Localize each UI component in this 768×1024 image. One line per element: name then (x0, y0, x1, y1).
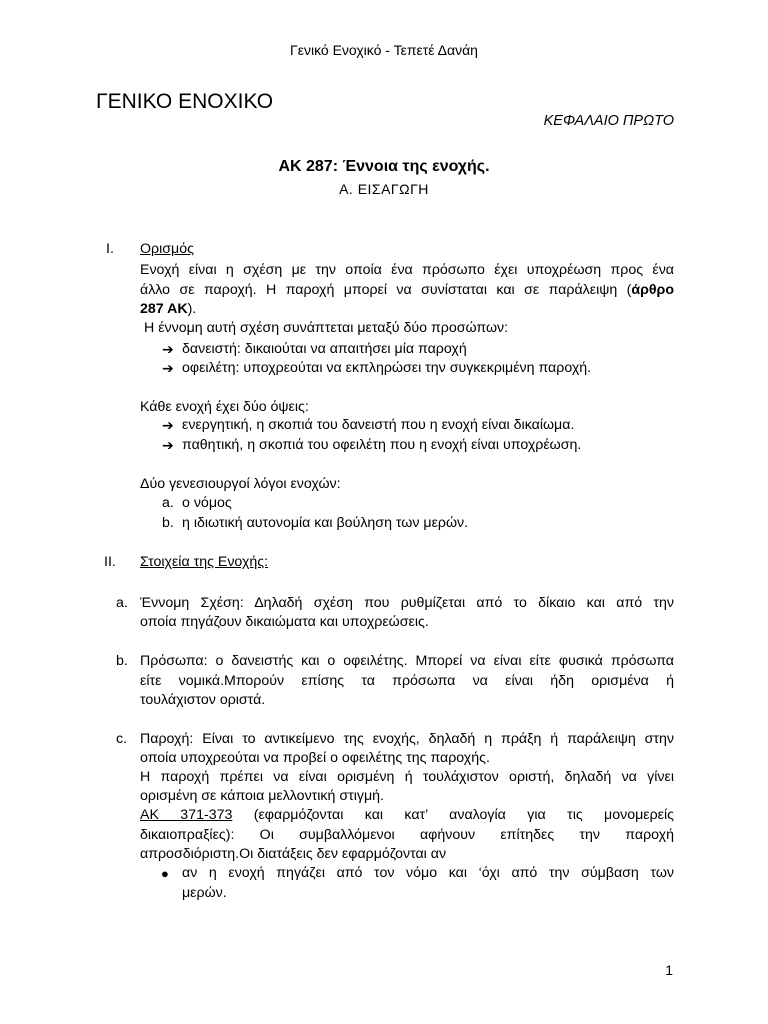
article-range-reference: ΑΚ 371-373 (140, 807, 233, 823)
chapter-label: ΚΕΦΑΛΑΙΟ ΠΡΩΤΟ (543, 113, 674, 129)
running-header: Γενικό Ενοχικό - Τεπετέ Δανάη (290, 42, 478, 58)
aspects-intro: Κάθε ενοχή έχει δύο όψεις: (140, 399, 309, 415)
page-number: 1 (665, 962, 673, 978)
definition-text: άλλο σε παροχή. Η παροχή μπορεί να συνίσταται και σε παράλειψη ( (140, 282, 632, 298)
article-reference: άρθρο (631, 282, 674, 298)
source-item: η ιδιωτική αυτονομία και βούληση των μερών. (182, 515, 469, 531)
relation-intro: Η έννομη αυτή σχέση συνάπτεται μεταξύ δύο προσώπων: (144, 320, 509, 336)
section-1-title: Ορισμός (140, 241, 194, 257)
element-c-line-7: απροσδιόριστη.Οι διατάξεις δεν εφαρμόζονται αν (140, 846, 447, 862)
party-item: δανειστή: δικαιούται να απαιτήσει μία παροχή (182, 341, 467, 357)
element-marker: b. (116, 653, 128, 669)
element-c-line-5-text: (εφαρμόζονται και κατ’ αναλογία για τις μονομερείς (232, 807, 674, 823)
section-subheading: Α. ΕΙΣΑΓΩΓΗ (339, 181, 429, 197)
arrow-icon: ➔ (162, 417, 174, 433)
element-b-line-2: είτε νομικά.Μπορούν επίσης τα πρόσωπα να είναι ήδη ορισμένα ή (140, 673, 674, 689)
source-item: ο νόμος (182, 495, 232, 511)
element-a-line-1: Έννομη Σχέση: Δηλαδή σχέση που ρυθμίζεται από το δίκαιο και από την (140, 595, 674, 611)
element-b-line-3: τουλάχιστον οριστά. (140, 692, 266, 708)
document-title: ΓΕΝΙΚΟ ΕΝΟΧΙΚΟ (96, 90, 274, 113)
element-marker: c. (116, 731, 128, 747)
definition-end: ). (187, 301, 197, 317)
article-heading: ΑΚ 287: Έννοια της ενοχής. (278, 158, 490, 175)
element-c-line-4: ορισμένη σε κάποια μελλοντική στιγμή. (140, 788, 384, 804)
arrow-icon: ➔ (162, 360, 174, 376)
article-number: 287 ΑΚ (140, 301, 188, 317)
definition-line-2 (140, 281, 674, 300)
aspect-item: παθητική, η σκοπιά του οφειλέτη που η ενοχή είναι υποχρέωση. (182, 437, 582, 453)
definition-line-3 (140, 300, 196, 319)
source-marker: a. (162, 495, 174, 511)
element-c-line-2: οποία υποχρεούται να προβεί ο οφειλέτης της παροχής. (140, 750, 490, 766)
element-c-line-5 (140, 806, 674, 825)
element-c-line-1: Παροχή: Είναι το αντικείμενο της ενοχής, δηλαδή η πράξη ή παράλειψη στην (140, 731, 674, 747)
bullet-line-1: αν η ενοχή πηγάζει από τον νόμο και ‘όχι από την σύμβαση των (182, 865, 674, 881)
bullet-icon: ● (161, 866, 169, 881)
section-1-numeral: I. (106, 241, 114, 257)
element-c-line-3: Η παροχή πρέπει να είναι ορισμένη ή τουλάχιστον οριστή, δηλαδή να γίνει (140, 769, 674, 785)
bullet-line-2: μερών. (182, 885, 227, 901)
element-c-line-6: δικαιοπραξίες): Οι συμβαλλόμενοι αφήνουν επίτηδες την παροχή (140, 827, 674, 843)
party-item: οφειλέτη: υποχρεούται να εκπληρώσει την συγκεκριμένη παροχή. (182, 360, 592, 376)
sources-intro: Δύο γενεσιουργοί λόγοι ενοχών: (140, 476, 341, 492)
arrow-icon: ➔ (162, 437, 174, 453)
aspect-item: ενεργητική, η σκοπιά του δανειστή που η ενοχή είναι δικαίωμα. (182, 417, 575, 433)
definition-line-1: Ενοχή είναι η σχέση με την οποία ένα πρόσωπο έχει υποχρέωση προς ένα (140, 262, 674, 278)
element-marker: a. (116, 595, 128, 611)
element-a-line-2: οποία πηγάζουν δικαιώματα και υποχρεώσεις. (140, 614, 429, 630)
element-b-line-1: Πρόσωπα: ο δανειστής και ο οφειλέτης. Μπορεί να είναι είτε φυσικά πρόσωπα (140, 653, 674, 669)
arrow-icon: ➔ (162, 341, 174, 357)
section-2-title: Στοιχεία της Ενοχής: (140, 554, 269, 570)
section-2-numeral: II. (104, 554, 116, 570)
source-marker: b. (162, 515, 174, 531)
